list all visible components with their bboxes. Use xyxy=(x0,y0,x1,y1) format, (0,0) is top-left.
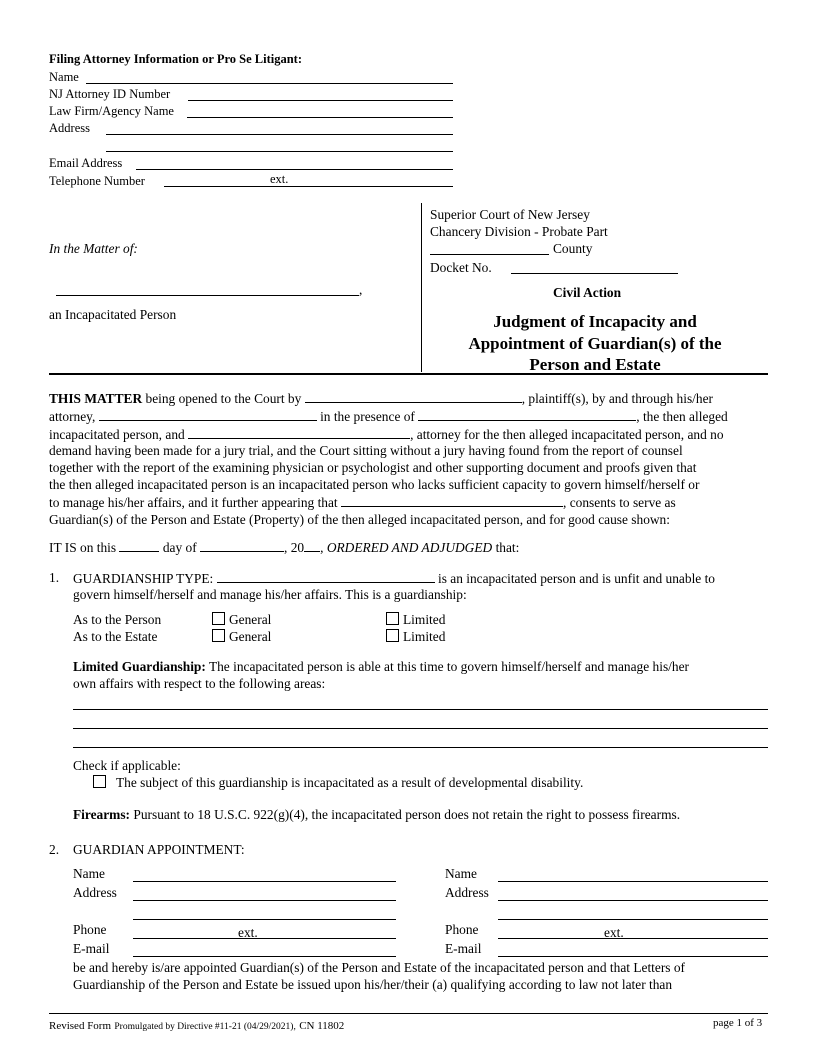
name-label: Name xyxy=(49,70,79,84)
attorney-id-label: NJ Attorney ID Number xyxy=(49,87,171,101)
law-firm-field[interactable] xyxy=(187,117,453,118)
email-label: Email Address xyxy=(49,156,123,170)
civil-action-label: Civil Action xyxy=(553,285,622,300)
guardian2-address-field-1[interactable] xyxy=(498,900,768,901)
address-label: Address xyxy=(49,121,90,135)
guardian2-ext-label: ext. xyxy=(604,925,624,940)
section2-heading: GUARDIAN APPOINTMENT: xyxy=(73,842,245,857)
person-limited-option[interactable]: Limited xyxy=(386,612,445,628)
checkbox-icon[interactable] xyxy=(386,629,399,642)
incapacitated-person-label: an Incapacitated Person xyxy=(49,307,177,322)
checkbox-icon[interactable] xyxy=(386,612,399,625)
estate-general-option[interactable]: General xyxy=(212,629,271,645)
guardian1-address-label: Address xyxy=(73,885,117,900)
estate-limited-option[interactable]: Limited xyxy=(386,629,445,645)
guardian2-name-label: Name xyxy=(445,866,477,881)
consenting-guardian-field[interactable] xyxy=(341,494,563,507)
appointment-text-line2: Guardianship of the Person and Estate be issued upon his/her/their (a) qualifying according to law not later than xyxy=(73,977,673,992)
guardian1-name-label: Name xyxy=(73,866,105,881)
guardian2-phone-label: Phone xyxy=(445,922,479,937)
order-line: IT IS on this day of , 20 , ORDERED AND ADJUDGED that: xyxy=(49,540,520,555)
guardian2-email-field[interactable] xyxy=(498,956,768,957)
telephone-ext-label: ext. xyxy=(270,172,289,186)
guardian2-address-label: Address xyxy=(445,885,489,900)
guardian2-phone-field[interactable] xyxy=(498,938,768,939)
guardian1-email-label: E-mail xyxy=(73,941,110,956)
footer-rule xyxy=(49,1013,768,1014)
guardian2-address-field-2[interactable] xyxy=(498,919,768,920)
address-field-2[interactable] xyxy=(106,151,453,152)
guardian1-email-field[interactable] xyxy=(133,956,396,957)
court-division: Chancery Division - Probate Part xyxy=(430,224,608,239)
limited-areas-line-3[interactable] xyxy=(73,747,768,748)
guardian1-phone-field[interactable] xyxy=(133,938,396,939)
order-day-field[interactable] xyxy=(119,539,159,552)
page-number: page 1 of 3 xyxy=(713,1017,763,1029)
section1-number: 1. xyxy=(49,570,60,585)
attorney-field[interactable] xyxy=(99,408,317,421)
checkbox-icon[interactable] xyxy=(212,612,225,625)
guardian1-phone-label: Phone xyxy=(73,922,107,937)
order-year-field[interactable] xyxy=(304,539,320,552)
section1-line2: govern himself/herself and manage his/her affairs. This is a guardianship: xyxy=(73,587,467,602)
caption-divider xyxy=(421,203,422,372)
incapacitated-name-field[interactable] xyxy=(56,295,359,296)
this-matter-label: THIS MATTER xyxy=(49,391,143,406)
document-title-line3: Person and Estate xyxy=(529,355,661,374)
address-field-1[interactable] xyxy=(106,134,453,135)
guardian2-name-field[interactable] xyxy=(498,881,768,882)
in-matter-label: In the Matter of: xyxy=(49,241,138,256)
counsel-field[interactable] xyxy=(188,426,410,439)
guardian1-address-field-1[interactable] xyxy=(133,900,396,901)
document-title-line1: Judgment of Incapacity and xyxy=(493,312,697,331)
as-to-estate-label: As to the Estate xyxy=(73,629,158,644)
person-general-option[interactable]: General xyxy=(212,612,271,628)
order-month-field[interactable] xyxy=(200,539,284,552)
county-label: County xyxy=(553,241,593,256)
appointment-text-line1: be and hereby is/are appointed Guardian(s) of the Person and Estate of the incapacitated person and that Letters of xyxy=(73,960,686,975)
caption-comma: , xyxy=(359,282,363,297)
limited-areas-line-1[interactable] xyxy=(73,709,768,710)
guardian1-ext-label: ext. xyxy=(238,925,258,940)
limited-areas-line-2[interactable] xyxy=(73,728,768,729)
telephone-field[interactable] xyxy=(164,186,453,187)
section1-line1: GUARDIANSHIP TYPE: is an incapacitated person and is unfit and unable to xyxy=(73,571,715,586)
limited-guardianship-line1: Limited Guardianship: The incapacitated person is able at this time to govern himself/herself and manage his/her xyxy=(73,659,689,674)
recital-paragraph: THIS MATTER being opened to the Court by , plaintiff(s), by and through his/her attorney, in the presence of , the then alleged incapacitated person, and , attorney for the then alleged incapacitated person, and no demand having been made for a jury trial, and the Court sitting without a jury having found from the report of counsel together with the report of the examining physician or psychologist and other supporting document and proofs given that the then alleged incapacitated person is an incapacitated person who lacks sufficient capacity to govern himself/herself or to manage his/her affairs, and it further appearing that , consents to serve as Guardian(s) of the Person and Estate (Property) of the then alleged incapacitated person, and for good cause shown: xyxy=(49,391,728,527)
email-field[interactable] xyxy=(136,169,453,170)
firearms-statement: Firearms: Pursuant to 18 U.S.C. 922(g)(4), the incapacitated person does not retain the right to possess firearms. xyxy=(73,807,681,822)
presence-field[interactable] xyxy=(418,408,636,421)
attorney-id-field[interactable] xyxy=(188,100,453,101)
check-if-applicable-label: Check if applicable: xyxy=(73,758,181,773)
document-title-line2: Appointment of Guardian(s) of the xyxy=(468,334,722,353)
footer-revision: Revised Form Promulgated by Directive #11-21 (04/29/2021), CN 11802 xyxy=(49,1020,345,1032)
section2-number: 2. xyxy=(49,842,60,857)
limited-guardianship-line2: own affairs with respect to the following areas: xyxy=(73,676,326,691)
plaintiff-field[interactable] xyxy=(305,390,522,403)
as-to-person-label: As to the Person xyxy=(73,612,162,627)
docket-field[interactable] xyxy=(511,273,678,274)
law-firm-label: Law Firm/Agency Name xyxy=(49,104,174,118)
name-field[interactable] xyxy=(86,83,453,84)
guardianship-person-field[interactable] xyxy=(217,570,435,583)
county-field[interactable] xyxy=(430,254,549,255)
checkbox-icon[interactable] xyxy=(93,775,106,788)
developmental-disability-option[interactable]: The subject of this guardianship is incapacitated as a result of developmental disability. xyxy=(93,775,583,791)
court-name: Superior Court of New Jersey xyxy=(430,207,590,222)
telephone-label: Telephone Number xyxy=(49,174,145,188)
guardian2-email-label: E-mail xyxy=(445,941,482,956)
docket-label: Docket No. xyxy=(430,260,492,275)
guardian1-name-field[interactable] xyxy=(133,881,396,882)
filing-heading: Filing Attorney Information or Pro Se Litigant: xyxy=(49,52,302,66)
guardian1-address-field-2[interactable] xyxy=(133,919,396,920)
checkbox-icon[interactable] xyxy=(212,629,225,642)
